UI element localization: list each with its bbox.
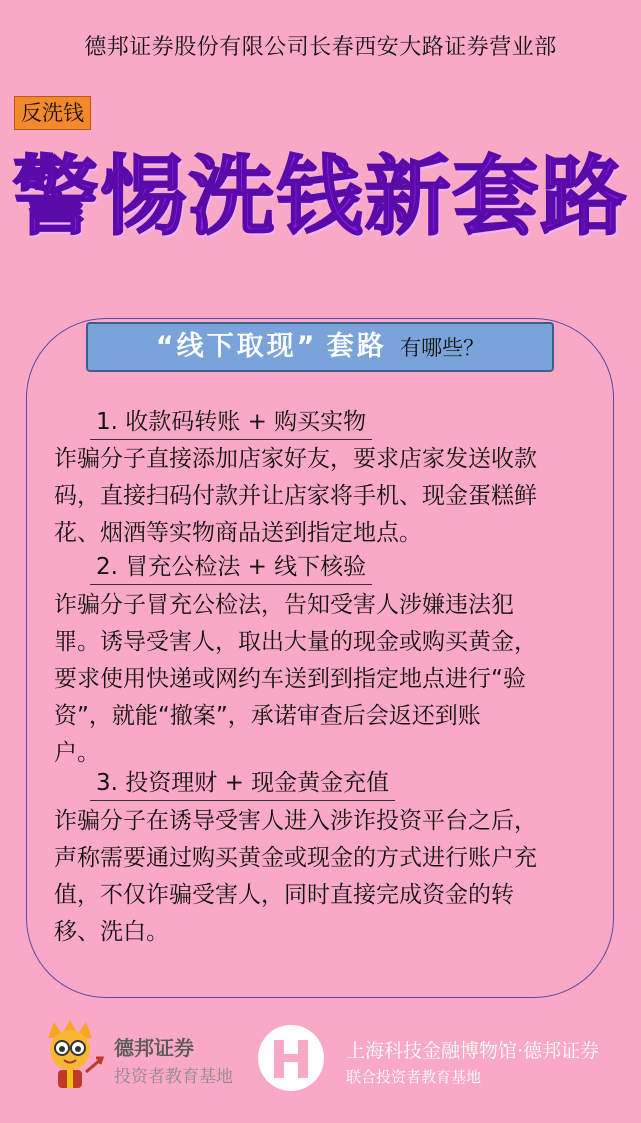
item-2-line: 要求使用快递或网约车送到到指定地点进行“验 [54,666,526,692]
item-1-line: 诈骗分子直接添加店家好友，要求店家发送收款 [54,446,537,472]
item-3-line: 移、洗白。 [54,919,169,945]
item-3-line: 诈骗分子在诱导受害人进入涉诈投资平台之后， [54,808,537,834]
item-2-line: 诈骗分子冒充公检法，告知受害人涉嫌违法犯 [54,592,514,618]
item-2-title: 2. 冒充公检法 + 线下核验 [90,551,372,585]
footer-right-brand [256,1020,636,1100]
item-1-body [54,441,614,552]
item-1-line: 花、烟酒等实物商品送到指定地点。 [54,520,422,546]
item-2-line: 罪。诱导受害人，取出大量的现金或购买黄金， [54,629,537,655]
brand-left-name: 德邦证券 [114,1036,194,1060]
item-2-line: 户。 [54,740,100,766]
item-1-line: 码，直接扫码付款并让店家将手机、现金蛋糕鲜 [54,483,537,509]
brand-right-name: 上海科技金融博物馆·德邦证券 [346,1040,600,1062]
heading-main: 套路 [326,331,387,362]
company-header: 德邦证券股份有限公司长春西安大路证券营业部 [84,35,557,60]
heading-tail: 有哪些？ [400,336,485,360]
main-title: 警惕洗钱新套路 [12,147,629,247]
item-3-line: 值，不仅诈骗受害人，同时直接完成资金的转 [54,882,514,908]
item-3-body [54,803,614,951]
item-2-line: 资”，就能“撤案”，承诺审查后会返还到账 [54,703,481,729]
footer-left-brand [34,1018,244,1098]
heading-quote: “线下取现” [155,331,318,362]
item-3-title: 3. 投资理财 + 现金黄金充值 [90,767,395,801]
museum-logo-icon [256,1022,326,1094]
item-2-body [54,587,614,772]
item-1-title: 1. 收款码转账 + 购买实物 [90,406,372,440]
item-3-line: 声称需要通过购买黄金或现金的方式进行账户充 [54,845,537,871]
mascot-icon [34,1018,106,1096]
anti-money-laundering-tag: 反洗钱 [14,96,91,130]
brand-left-sub: 投资者教育基地 [114,1067,233,1087]
brand-right-sub: 联合投资者教育基地 [346,1068,482,1086]
card-heading [86,322,554,372]
